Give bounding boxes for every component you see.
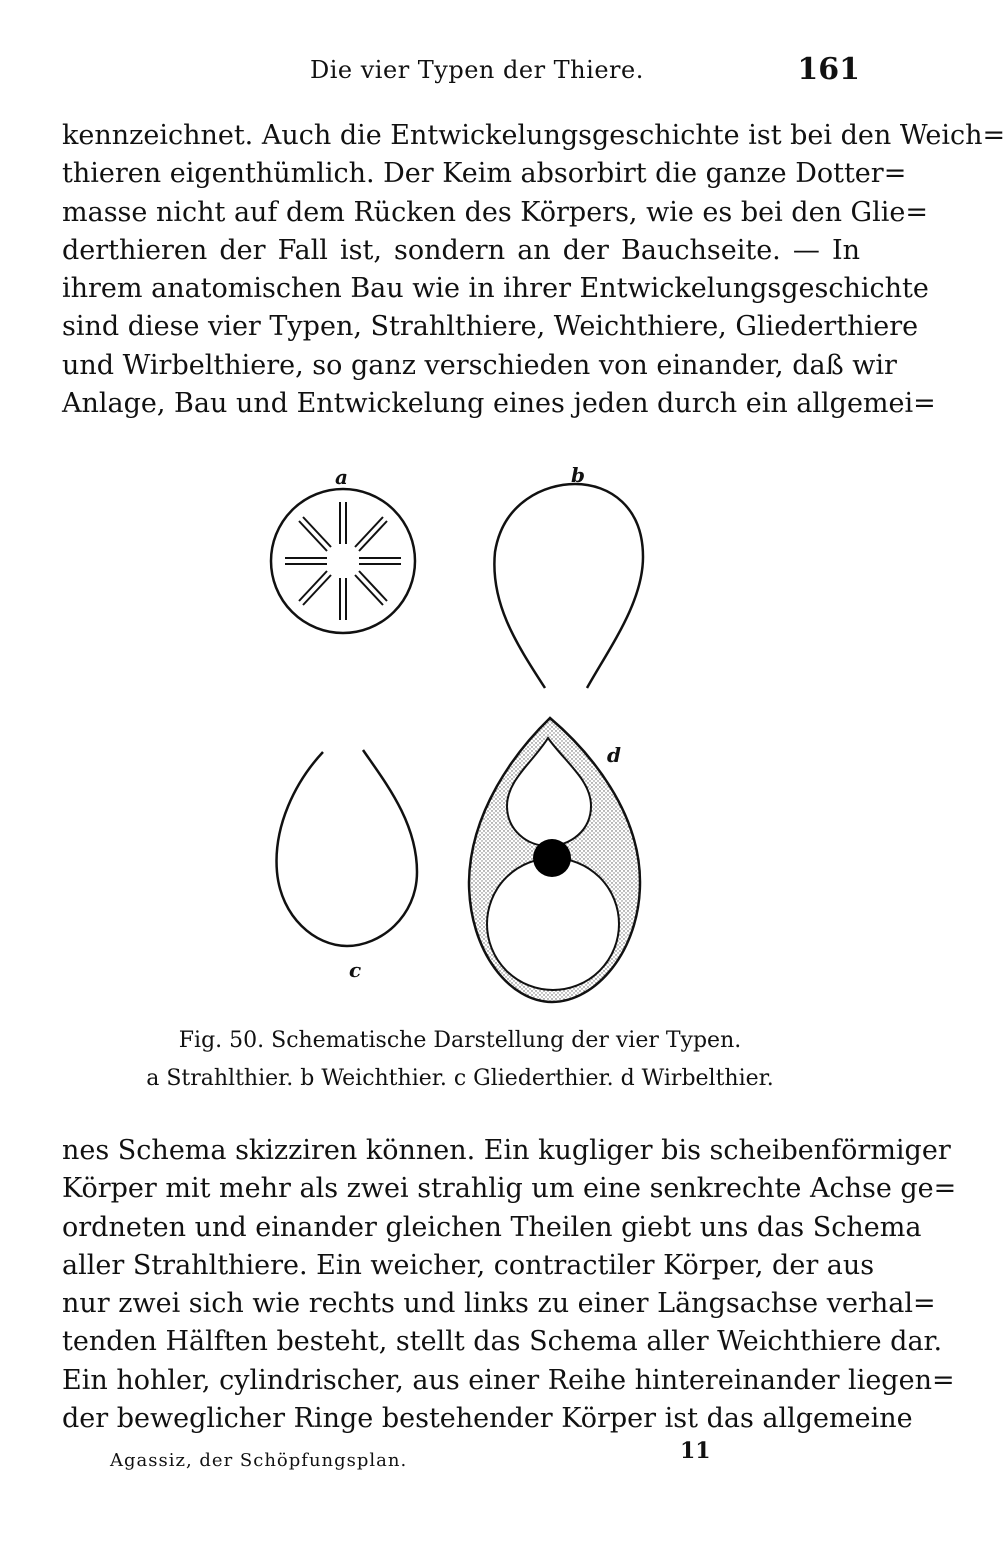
text-line: derthieren der Fall ist, sondern an der Bauchseite. — In [62, 234, 860, 266]
paragraph-bottom [62, 1132, 957, 1438]
text-line: ihrem anatomischen Bau wie in ihrer Entwickelungsgeschichte [62, 273, 929, 305]
text-line: nes Schema skizziren können. Ein kugliger bis scheibenförmiger [62, 1135, 951, 1166]
figure-legend: a Strahlthier. b Weichthier. c Gliederthier. d Wirbelthier. [146, 1066, 774, 1091]
label-a: a [335, 465, 348, 489]
running-title: Die vier Typen der Thiere. [310, 56, 644, 84]
text-line: Ein hohler, cylindrischer, aus einer Reihe hintereinander liegen= [62, 1364, 955, 1396]
label-c: c [349, 958, 362, 982]
text-line: masse nicht auf dem Rücken des Körpers, wie es bei den Glie= [62, 196, 928, 228]
paragraph-top [62, 117, 1005, 423]
figure-caption: Fig. 50. Schematische Darstellung der vier Typen. [178, 1028, 742, 1053]
text-line: Anlage, Bau und Entwickelung eines jeden durch ein allgemei= [62, 388, 936, 420]
label-d: d [607, 743, 621, 767]
figure-50 [255, 462, 675, 1010]
text-line: kennzeichnet. Auch die Entwickelungsgeschichte ist bei den Weich= [62, 120, 1005, 151]
text-line: und Wirbelthiere, so ganz verschieden von einander, daß wir [62, 349, 897, 381]
footer-signature: Agassiz, der Schöpfungsplan. [110, 1450, 408, 1471]
diagram-d-vertebrate [469, 718, 640, 1002]
text-line: ordneten und einander gleichen Theilen giebt uns das Schema [62, 1211, 922, 1243]
text-line: der beweglicher Ringe bestehender Körper ist das allgemeine [62, 1403, 913, 1435]
diagram-a-radiate [271, 465, 415, 633]
footer-sheet-number: 11 [680, 1438, 711, 1464]
page-header [60, 52, 860, 92]
text-line: Körper mit mehr als zwei strahlig um eine senkrechte Achse ge= [62, 1173, 957, 1205]
text-line: thieren eigenthümlich. Der Keim absorbirt die ganze Dotter= [62, 158, 907, 190]
text-line: tenden Hälften besteht, stellt das Schema aller Weichthiere dar. [62, 1326, 943, 1358]
text-line: aller Strahlthiere. Ein weicher, contractiler Körper, der aus [62, 1249, 875, 1281]
figure-drawing [255, 462, 675, 1010]
text-line: nur zwei sich wie rechts und links zu einer Längsachse verhal= [62, 1288, 936, 1320]
text-line: sind diese vier Typen, Strahlthiere, Weichthiere, Gliederthiere [62, 311, 919, 343]
page-number: 161 [797, 52, 860, 87]
diagram-c-articulate [277, 750, 417, 982]
label-b: b [571, 463, 585, 487]
diagram-b-mollusk [494, 463, 643, 688]
